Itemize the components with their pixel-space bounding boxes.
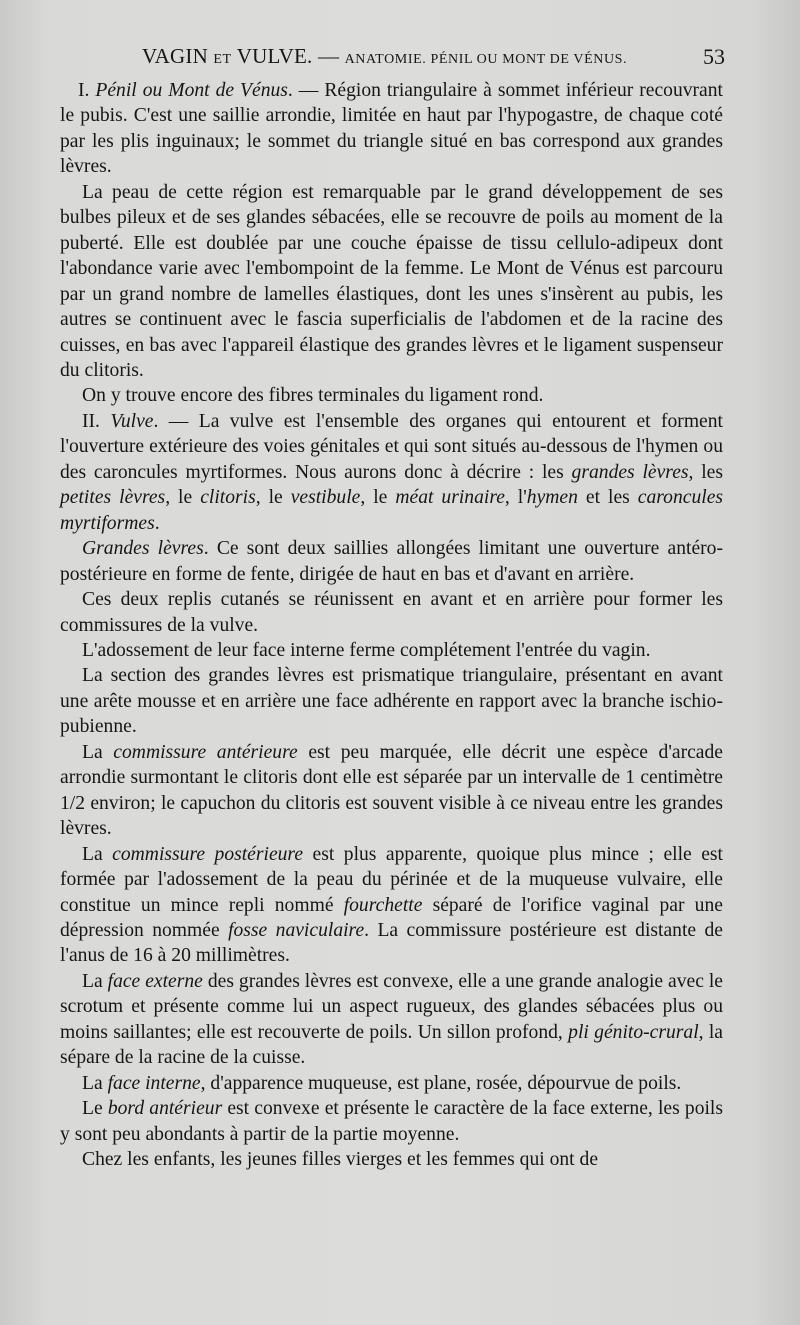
- text-run: est plus apparente, quoique plus mince ; elle est formée par l'adossement de la peau du périnée et de la muqueuse vulvaire, elle constitue un mince repli nommé: [60, 843, 723, 916]
- italic-term: méat urinaire: [395, 487, 505, 509]
- text-run: La peau de cette région est remarquable par le grand développement de ses bulbes pileux et de ses glandes sébacées, elle se recouvre de poils au moment de la puberté. Elle est doublée par une couche épaisse de tissu cellulo-adipeux dont l'abondance varie avec l'embompoint de la femme. Le Mont de Vénus est parcouru par un grand nombre de lamelles élastiques, dont les unes s'insèrent au pubis, les autres se continuent avec le fascia superficialis de l'abdomen et de la racine des cuisses, en bas avec l'appareil élastique des grandes lèvres et le ligament suspenseur du clitoris.: [60, 181, 723, 381]
- paragraph: [60, 536, 723, 587]
- italic-term: commissure postérieure: [112, 843, 304, 865]
- title-et: ET: [213, 52, 232, 67]
- paragraph: [60, 638, 723, 663]
- paragraph: [60, 842, 723, 969]
- text-run: Ces deux replis cutanés se réunissent en avant et en arrière pour former les commissures de la vulve.: [60, 589, 723, 636]
- text-run: , le: [165, 487, 201, 509]
- paragraph: [60, 180, 723, 384]
- text-run: Chez les enfants, les jeunes filles vierges et les femmes qui ont de: [82, 1149, 599, 1171]
- text-run: , les: [688, 461, 723, 483]
- text-run: , le: [255, 487, 291, 509]
- text-run: , le: [360, 487, 396, 509]
- text-run: est convexe et présente le caractère de la face externe, les poils y sont peu abondants à partir de la partie moyenne.: [60, 1098, 723, 1145]
- paragraph: [60, 663, 723, 739]
- running-title: [142, 44, 627, 69]
- italic-term: caroncules myrtiformes: [60, 487, 724, 534]
- running-head: [60, 40, 725, 74]
- italic-term: commissure antérieure: [113, 741, 298, 763]
- text-run: II.: [82, 410, 111, 432]
- italic-term: petites lèvres: [60, 487, 166, 509]
- text-run: . — La vulve est l'ensemble des organes qui entourent et forment l'ouverture extérieure des voies génitales et qui sont situés au-dessous de l'hymen ou des caroncules myrtiformes. Nous aurons donc à décrire : les: [60, 410, 723, 483]
- title-dash: —: [317, 44, 340, 68]
- title-section: ANATOMIE. PÉNIL OU MONT DE VÉNUS.: [344, 52, 628, 67]
- text-run: .: [154, 512, 160, 534]
- italic-term: bord antérieur: [107, 1098, 223, 1120]
- paragraph: [60, 740, 723, 842]
- text-run: des grandes lèvres est convexe, elle a une grande analogie avec le scrotum et présente comme lui un aspect rugueux, des glandes sébacées plus ou moins saillantes; elle est recouverte de poils. Un sillon profond,: [60, 970, 724, 1043]
- text-run: . La commissure postérieure est distante de l'anus de 16 à 20 millimètres.: [60, 919, 724, 967]
- paragraph: [60, 969, 723, 1071]
- text-run: , l': [504, 487, 527, 509]
- page-number: 53: [703, 44, 725, 69]
- italic-term: Vulve: [110, 410, 154, 432]
- paragraph: [60, 1096, 723, 1147]
- paragraph: [60, 587, 723, 638]
- paragraph: [60, 1147, 723, 1172]
- italic-term: Pénil ou Mont de Vénus: [95, 80, 288, 101]
- text-run: La: [82, 741, 114, 763]
- paragraph: [60, 78, 723, 180]
- paragraph: [60, 383, 723, 408]
- text-run: est peu marquée, elle décrit une espèce d'arcade arrondie surmontant le clitoris dont elle est séparée par un intervalle de 1 centimètre 1/2 environ; le capuchon du clitoris est souvent visible à ce niveau entre les grandes lèvres.: [60, 741, 723, 840]
- italic-term: vestibule: [290, 487, 361, 509]
- text-run: , d'apparence muqueuse, est plane, rosée, dépourvue de poils.: [200, 1072, 682, 1094]
- text-run: séparé de l'orifice vaginal par une dépression nommée: [60, 894, 723, 941]
- italic-term: fosse naviculaire: [228, 919, 365, 941]
- text-run: La: [82, 970, 108, 992]
- text-run: Le: [82, 1098, 108, 1120]
- title-vagin: VAGIN: [142, 44, 208, 68]
- italic-term: grandes lèvres: [571, 461, 689, 483]
- text-run: . Ce sont deux saillies allongées limitant une ouverture antéro-postérieure en forme de fente, dirigée de haut en bas et d'avant en arrière.: [60, 538, 723, 585]
- italic-term: hymen: [526, 487, 578, 509]
- text-run: . — Région triangulaire à sommet inférieur recouvrant le pubis. C'est une saillie arrondie, limitée en haut par l'hypogastre, de chaque coté par les plis inguinaux; le sommet du triangle situé en bas correspond aux grandes lèvres.: [60, 80, 723, 178]
- text-run: et les: [577, 487, 638, 509]
- italic-term: pli génito-crural: [568, 1021, 699, 1043]
- text-run: , la sépare de la racine de la cuisse.: [60, 1021, 724, 1069]
- title-vulve: VULVE.: [236, 44, 313, 68]
- paragraph: [60, 1071, 723, 1096]
- italic-term: face interne: [107, 1072, 201, 1094]
- body-text: [60, 78, 723, 1172]
- italic-term: clitoris: [200, 487, 256, 509]
- italic-term: Grandes lèvres: [82, 538, 204, 560]
- italic-term: fourchette: [343, 894, 423, 916]
- text-run: La: [82, 843, 113, 865]
- text-run: I.: [78, 80, 96, 101]
- paragraph: [60, 409, 723, 536]
- text-run: On y trouve encore des fibres terminales du ligament rond.: [82, 385, 544, 407]
- text-run: La section des grandes lèvres est prismatique triangulaire, présentant en avant une arête mousse et en arrière une face adhérente en rapport avec la branche ischio-pubienne.: [60, 665, 723, 738]
- italic-term: face externe: [107, 970, 203, 992]
- text-run: L'adossement de leur face interne ferme complétement l'entrée du vagin.: [82, 639, 651, 661]
- text-run: La: [82, 1072, 108, 1094]
